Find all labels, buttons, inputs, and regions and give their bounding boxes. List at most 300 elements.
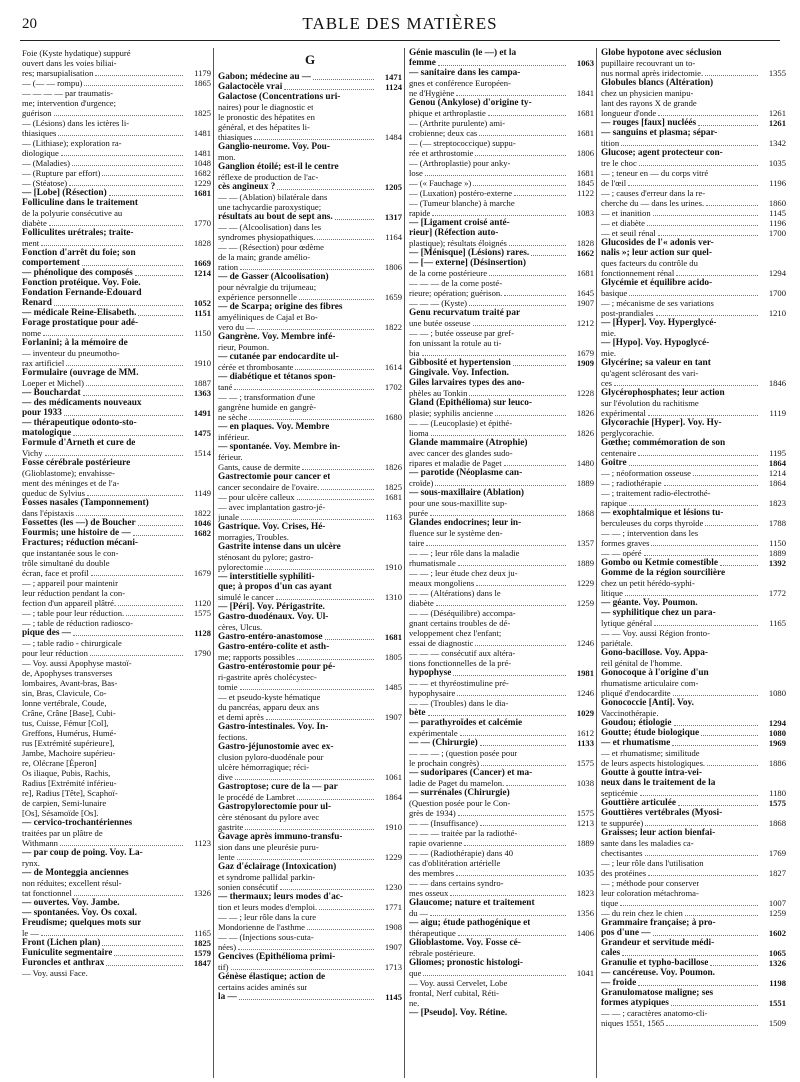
entry-text: — ; table de réduction radiosco-: [22, 618, 133, 628]
leader-dots: [458, 935, 566, 936]
index-entry: [22, 568, 211, 578]
index-entry: [22, 718, 211, 728]
entry-text: — (— streptococcique) suppu-: [409, 138, 516, 148]
entry-text: Gastrique. Voy. Crises, Hé-: [218, 522, 326, 532]
entry-text: [Os], Sésamoïde [Os].: [22, 808, 99, 818]
index-entry: [601, 828, 786, 838]
entry-page-number: 1198: [769, 978, 786, 988]
index-entry: [218, 102, 402, 112]
index-entry: [409, 308, 594, 318]
index-entry: [601, 488, 786, 498]
entry-text: queduc de Sylvius: [22, 488, 86, 498]
index-entry: [601, 328, 786, 338]
index-entry: [22, 308, 211, 318]
entry-text: frontal, Nerf cubital, Réti-: [409, 988, 499, 998]
entry-text: Glucose; agent protecteur con-: [601, 148, 723, 158]
entry-text: naires) pour le diagnostic et: [218, 102, 314, 112]
entry-page-number: 1229: [193, 178, 211, 188]
index-entry: [409, 958, 594, 968]
entry-page-number: 1771: [384, 902, 402, 912]
entry-text: — (Stéatose): [22, 178, 68, 188]
entry-page-number: 1259: [576, 598, 594, 608]
entry-text: gnant certains troubles de dé-: [409, 618, 511, 628]
index-entry: [601, 388, 786, 398]
running-head-title: TABLE DES MATIÈRES: [302, 14, 498, 33]
entry-page-number: 1150: [769, 538, 786, 548]
index-entry: [22, 738, 211, 748]
entry-text: pylorectomie: [218, 562, 264, 572]
index-entry: [601, 408, 786, 418]
index-entry: [218, 312, 402, 322]
entry-page-number: 1145: [385, 992, 402, 1002]
entry-text: Fosses nasales (Tamponnement): [22, 498, 149, 508]
leader-dots: [469, 305, 566, 306]
index-entry: [601, 258, 786, 268]
entry-text: cère sténosant du pylore avec: [218, 812, 320, 822]
index-entry: [601, 908, 786, 918]
index-entry: [218, 722, 402, 732]
entry-text: — (Rupture par effort): [22, 168, 101, 178]
index-entry: [22, 148, 211, 158]
entry-text: cas d'oblitération artérielle: [409, 858, 501, 868]
entry-text: que; à propos d'un cas ayant: [218, 582, 332, 592]
index-entry: [409, 638, 594, 648]
entry-page-number: 1080: [768, 728, 786, 738]
index-entry: [218, 832, 402, 842]
entry-text: rynx.: [22, 858, 40, 868]
index-entry: [601, 958, 786, 968]
entry-page-number: 1210: [768, 308, 786, 318]
index-entry: [601, 808, 786, 818]
leader-dots: [648, 415, 758, 416]
leader-dots: [249, 419, 374, 420]
entry-text: ment: [22, 238, 40, 248]
leader-dots: [720, 565, 758, 566]
index-entry: [409, 368, 594, 378]
entry-text: Gastro-jéjunostomie avec ex-: [218, 742, 334, 752]
leader-dots: [266, 719, 374, 720]
entry-page-number: 1065: [768, 948, 786, 958]
leader-dots: [653, 215, 758, 216]
index-entry: [218, 422, 402, 432]
entry-text: me; intervention d'urgence;: [22, 98, 116, 108]
index-entry: [601, 778, 786, 788]
entry-page-number: 1659: [384, 292, 402, 302]
entry-page-number: 1845: [576, 178, 594, 188]
leader-dots: [422, 355, 567, 356]
entry-text: ration: [218, 262, 239, 272]
index-entry: [601, 888, 786, 898]
entry-text: des protéines: [601, 868, 647, 878]
entry-text: — — ; transformation d'une: [218, 392, 316, 402]
index-entry: [218, 672, 402, 682]
entry-text: diologique: [22, 148, 59, 158]
entry-text: — et pseudo-kyste hématique: [218, 692, 321, 702]
entry-text: diabète: [22, 218, 47, 228]
entry-page-number: 1864: [768, 458, 786, 468]
entry-text: — — — ; (question posée pour: [409, 748, 518, 758]
entry-text: Gonococcie [Anti]. Voy.: [601, 698, 694, 708]
index-entry: [22, 548, 211, 558]
leader-dots: [479, 135, 566, 136]
entry-text: ulcère hémorragique; réci-: [218, 762, 310, 772]
index-entry: [601, 938, 786, 948]
entry-text: — — opéré: [601, 548, 642, 558]
index-column-2: [213, 48, 404, 1078]
entry-page-number: 1823: [768, 498, 786, 508]
leader-dots: [453, 675, 566, 676]
index-entry: [218, 952, 402, 962]
entry-text: — ; néoformation osseuse: [601, 468, 691, 478]
index-entry: [218, 702, 402, 712]
entry-page-number: 1612: [576, 728, 594, 738]
leader-dots: [49, 225, 183, 226]
entry-text: Glioblastome. Voy. Fosse cé-: [409, 938, 521, 948]
index-entry: [409, 478, 594, 488]
index-entry: [218, 142, 402, 152]
entry-text: sur l'évolution du rachitisme: [601, 398, 699, 408]
leader-dots: [481, 765, 566, 766]
entry-page-number: 1841: [576, 88, 594, 98]
index-entry: [601, 178, 786, 188]
index-entry: [409, 848, 594, 858]
index-entry: [218, 582, 402, 592]
index-entry: [601, 668, 786, 678]
entry-text: pariétale.: [601, 638, 633, 648]
index-entry: [409, 208, 594, 218]
index-entry: [409, 628, 594, 638]
index-entry: [218, 752, 402, 762]
entry-text: lombaires, Avant-bras, Bas-: [22, 678, 118, 688]
index-entry: [22, 208, 211, 218]
entry-page-number: 1246: [576, 688, 594, 698]
index-entry: [218, 242, 402, 252]
entry-page-number: 1702: [384, 382, 402, 392]
entry-text: — exophtalmique et lésions tu-: [601, 508, 724, 518]
index-entry: [601, 618, 786, 628]
index-entry: [409, 548, 594, 558]
index-entry: [22, 428, 211, 438]
index-entry: [409, 448, 594, 458]
index-entry: [601, 128, 786, 138]
leader-dots: [102, 175, 183, 176]
entry-text: — interstitielle syphiliti-: [218, 572, 315, 582]
index-entry: [409, 228, 594, 238]
entry-text: — [Péri]. Voy. Périgastrite.: [218, 602, 325, 612]
entry-page-number: 1213: [576, 818, 594, 828]
entry-text: Vaccinothérapie.: [601, 708, 659, 718]
index-columns: [22, 48, 788, 1078]
entry-text: tion et leurs modes d'emploi.: [218, 902, 318, 912]
index-entry: [601, 58, 786, 68]
index-entry: [22, 138, 211, 148]
leader-dots: [658, 235, 758, 236]
entry-page-number: 1481: [193, 128, 211, 138]
entry-text: Folliculites urétrales; traite-: [22, 228, 134, 238]
index-entry: [218, 822, 402, 832]
entry-text: une tachycardie paroxystique;: [218, 202, 322, 212]
index-entry: [409, 868, 594, 878]
entry-text: Gœthe; commémoration de son: [601, 438, 726, 448]
index-entry: [409, 738, 594, 748]
entry-page-number: 1575: [576, 758, 594, 768]
entry-text: — ; leur rôle dans l'utilisation: [601, 858, 704, 868]
entry-text: Glaucome; nature et traitement: [409, 898, 535, 908]
index-entry: [22, 458, 211, 468]
index-entry: [601, 458, 786, 468]
entry-text: mon.: [218, 152, 236, 162]
entry-text: Fourmis; une histoire de —: [22, 528, 131, 538]
entry-text: fonctionnement rénal: [601, 268, 675, 278]
entry-page-number: 1179: [194, 68, 211, 78]
entry-text: Jambe, Machoire supérieu-: [22, 748, 116, 758]
index-entry: [601, 818, 786, 828]
entry-page-number: 1907: [384, 942, 402, 952]
index-entry: [409, 258, 594, 268]
entry-page-number: 1700: [768, 288, 786, 298]
leader-dots: [656, 315, 758, 316]
leader-dots: [73, 435, 183, 436]
entry-text: une butée osseuse: [409, 318, 471, 328]
index-entry: [22, 918, 211, 928]
leader-dots: [60, 845, 183, 846]
entry-page-number: 1246: [576, 638, 594, 648]
entry-text: Loeper et Michel): [22, 378, 85, 388]
entry-text: reil génital de l'homme.: [601, 658, 683, 668]
entry-text: Formulaire (ouvrage de MM.: [22, 368, 139, 378]
entry-text: — et inanition: [601, 208, 651, 218]
index-entry: [409, 838, 594, 848]
entry-text: — géante. Voy. Poumon.: [601, 598, 698, 608]
leader-dots: [276, 599, 374, 600]
entry-page-number: 1713: [384, 962, 402, 972]
index-entry: [601, 88, 786, 98]
entry-text: rapie ovarienne: [409, 838, 463, 848]
index-entry: [22, 538, 211, 548]
leader-dots: [231, 969, 375, 970]
page-number: 20: [22, 16, 37, 32]
leader-dots: [297, 659, 374, 660]
index-entry: [22, 378, 211, 388]
leader-dots: [90, 655, 183, 656]
entry-text: ces: [601, 378, 612, 388]
index-entry: [409, 188, 594, 198]
entry-text: te suppurée): [601, 818, 644, 828]
entry-text: thiasiques: [22, 128, 57, 138]
entry-text: écran, face et profil: [22, 568, 89, 578]
leader-dots: [307, 929, 374, 930]
entry-text: de la main; grande amélio-: [218, 252, 311, 262]
index-entry: [22, 788, 211, 798]
index-entry: [218, 132, 402, 142]
index-entry: [601, 768, 786, 778]
entry-text: Glycérophosphates; leur action: [601, 388, 725, 398]
entry-page-number: 1769: [768, 848, 786, 858]
entry-text: pour 1933: [22, 408, 62, 418]
entry-text: Gland (Epithélioma) sur leuco-: [409, 398, 533, 408]
index-entry: [22, 168, 211, 178]
index-entry: [218, 322, 402, 332]
entry-text: Gangrène. Voy. Membre infé-: [218, 332, 336, 342]
index-entry: [409, 438, 594, 448]
leader-dots: [456, 95, 566, 96]
leader-dots: [629, 465, 758, 466]
entry-text: Goutte; étude biologique: [601, 728, 700, 738]
leader-dots: [469, 395, 566, 396]
index-entry: [218, 272, 402, 282]
entry-text: crobienne; deux cas: [409, 128, 478, 138]
entry-text: le —: [22, 928, 39, 938]
entry-text: ouvert dans les voies biliai-: [22, 58, 117, 68]
entry-text: sante dans les maladies ca-: [601, 838, 694, 848]
index-entry: [409, 488, 594, 498]
entry-page-number: 1602: [768, 928, 786, 938]
index-entry: [601, 548, 786, 558]
entry-text: — ; teneur en — du corps vitré: [601, 168, 709, 178]
entry-text: Glande mammaire (Atrophie): [409, 438, 528, 448]
entry-text: que instantanée sous le con-: [22, 548, 119, 558]
entry-text: Granulomatose maligne; ses: [601, 988, 714, 998]
entry-text: rapique: [601, 498, 627, 508]
index-entry: [218, 692, 402, 702]
entry-text: ne d'Hygiène: [409, 88, 455, 98]
entry-page-number: 1887: [193, 378, 211, 388]
entry-page-number: 1259: [768, 908, 786, 918]
index-entry: [601, 228, 786, 238]
entry-text: meaux mongoliens: [409, 578, 475, 588]
leader-dots: [237, 859, 374, 860]
entry-text: Gastrite intense dans un ulcère: [218, 542, 341, 552]
entry-text: gnes et conférence Européen-: [409, 78, 511, 88]
leader-dots: [707, 765, 758, 766]
index-entry: [218, 912, 402, 922]
entry-text: férieur.: [218, 452, 243, 462]
index-entry: [218, 902, 402, 912]
leader-dots: [45, 455, 184, 456]
index-entry: [218, 492, 402, 502]
index-entry: [409, 688, 594, 698]
entry-text: clusion pyloro-duodénale pour: [218, 752, 324, 762]
index-entry: [601, 448, 786, 458]
index-entry: [601, 648, 786, 658]
index-entry: [409, 758, 594, 768]
leader-dots: [335, 219, 374, 220]
entry-page-number: 1310: [384, 592, 402, 602]
index-entry: [218, 592, 402, 602]
entry-text: Gaz d'éclairage (Intoxication): [218, 862, 337, 872]
entry-page-number: 1681: [576, 268, 594, 278]
leader-dots: [302, 469, 374, 470]
leader-dots: [513, 365, 566, 366]
index-entry: [601, 728, 786, 738]
index-entry: [22, 878, 211, 888]
index-entry: [601, 498, 786, 508]
entry-text: — avec implantation gastro-jé-: [218, 502, 326, 512]
index-entry: [601, 608, 786, 618]
entry-text: bète: [409, 708, 426, 718]
index-entry: [22, 418, 211, 428]
entry-text: réflexe de production de l'ac-: [218, 172, 319, 182]
leader-dots: [464, 845, 566, 846]
entry-text: expérimental: [601, 408, 646, 418]
index-entry: [409, 928, 594, 938]
entry-text: — — (Alcoolisation) dans les: [218, 222, 322, 232]
index-entry: [218, 502, 402, 512]
entry-page-number: 1910: [384, 822, 402, 832]
index-entry: [218, 562, 402, 572]
index-entry: [409, 578, 594, 588]
entry-text: — — ; leur rôle dans la maladie: [409, 548, 520, 558]
index-entry: [409, 148, 594, 158]
leader-dots: [54, 305, 183, 306]
index-entry: [601, 108, 786, 118]
index-entry: [22, 88, 211, 98]
index-entry: [601, 738, 786, 748]
index-entry: [22, 268, 211, 278]
entry-text: nome: [22, 328, 42, 338]
leader-dots: [321, 489, 374, 490]
entry-page-number: 1868: [576, 508, 594, 518]
index-entry: [409, 828, 594, 838]
index-entry: [218, 292, 402, 302]
entry-text: — — ; butée osseuse par gref-: [409, 328, 515, 338]
entry-text: rax artificiel: [22, 358, 65, 368]
leader-dots: [426, 545, 566, 546]
entry-text: Genu recurvatum traité par: [409, 308, 521, 318]
entry-text: la —: [218, 992, 237, 1002]
index-entry: [22, 478, 211, 488]
entry-page-number: 1205: [384, 182, 402, 192]
leader-dots: [672, 745, 758, 746]
entry-text: Gastro-entéro-anastomose: [218, 632, 323, 642]
entry-page-number: 1826: [576, 428, 594, 438]
entry-text: Gombo ou Ketmie comestible: [601, 558, 718, 568]
index-entry: [22, 708, 211, 718]
index-entry: [409, 998, 594, 1008]
index-entry: [601, 868, 786, 878]
entry-text: Gomme de la région sourcilière: [601, 568, 726, 578]
index-entry: [601, 518, 786, 528]
entry-text: Gastro-entéro-colite et asth-: [218, 642, 330, 652]
entry-page-number: 1575: [193, 608, 211, 618]
entry-text: Gabon; médecine au —: [218, 72, 312, 82]
entry-text: — thérapeutique odonto-sto-: [22, 418, 137, 428]
entry-text: traitées par un plâtre de: [22, 828, 103, 838]
index-entry: [601, 1008, 786, 1018]
index-entry: [22, 858, 211, 868]
index-entry: [22, 278, 211, 288]
leader-dots: [710, 965, 758, 966]
index-entry: [409, 938, 594, 948]
entry-text: — surrénales (Chirurgie): [409, 788, 510, 798]
index-entry: [218, 612, 402, 622]
index-entry: [601, 628, 786, 638]
entry-page-number: 1228: [576, 388, 594, 398]
index-entry: [22, 58, 211, 68]
index-entry: [601, 1018, 786, 1028]
entry-page-number: 1806: [576, 148, 594, 158]
leader-dots: [297, 799, 374, 800]
index-entry: [601, 758, 786, 768]
index-entry: [218, 992, 402, 1002]
index-entry: [22, 958, 211, 968]
index-entry: [22, 78, 211, 88]
entry-text: Glycémie et équilibre acido-: [601, 278, 713, 288]
entry-text: Gouttières vertébrales (Myosi-: [601, 808, 723, 818]
entry-page-number: 1907: [384, 712, 402, 722]
index-entry: [601, 898, 786, 908]
leader-dots: [450, 895, 566, 896]
